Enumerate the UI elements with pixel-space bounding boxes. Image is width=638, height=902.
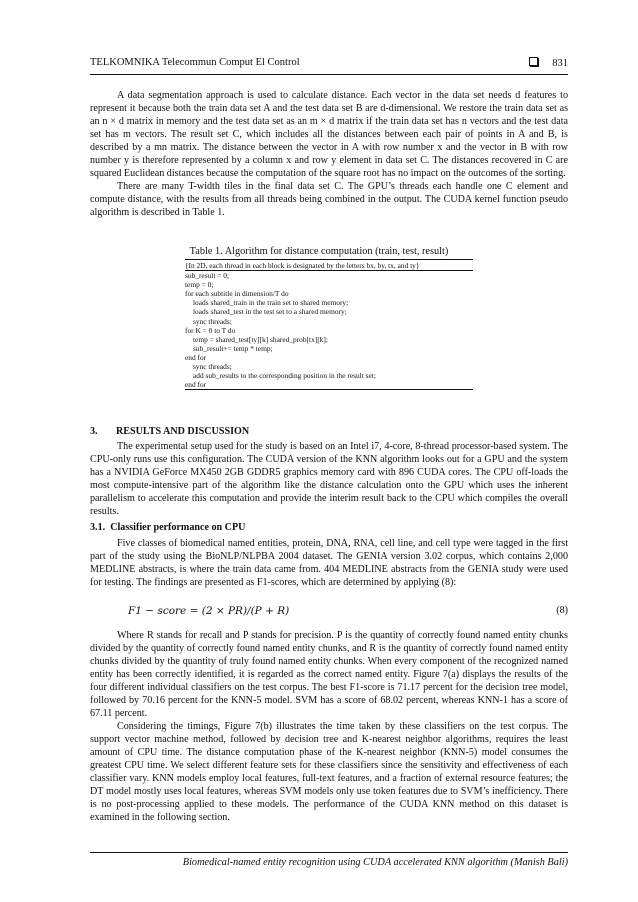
paragraph: Five classes of biomedical named entities, protein, DNA, RNA, cell line, and cell type were tagged in the first part of the study using the BioNLP/NLPBA 2004 dataset. The GENIA version 3.02 corpus, which contains 2,000 MEDLINE abstracts, is where the train data came from. 404 MEDLINE abstracts from the GENIA study were used for testing. The findings are presented as F1-scores, which are determined by applying (8): bbox=[90, 538, 568, 588]
journal-title: TELKOMNIKA Telecommun Comput El Control bbox=[90, 57, 300, 68]
table-caption: Table 1. Algorithm for distance computation (train, test, result) bbox=[189, 246, 449, 257]
table-row: temp = 0; bbox=[185, 280, 214, 290]
checkbox-icon bbox=[529, 57, 538, 66]
section31-text bbox=[90, 537, 568, 589]
paragraph: A data segmentation approach is used to calculate distance. Each vector in the data set needs d features to represent it because both the train data set A and the test data set B are d-dimensional. We restore the train data set as an n × d matrix in memory and the test data set as an m × d matrix if the train data set has n vectors and the test data set has m vectors. The result set C, which includes all the distances between each pair of points in A and B, is described by a mn matrix. The distance between the vector in A with row number x and the vector in B with row number y is therefore represented by a column x and row y element in data set C. The distances recovered in C are squared Euclidean distances because the computation of the square root has no impact on the outcomes of the sorting. bbox=[90, 90, 568, 179]
paragraph: The experimental setup used for the study is based on an Intel i7, 4-core, 8-thread processor-based system. The CPU-only runs use this configuration. The CUDA version of the KNN algorithm looks out for a GPU and the system has a NVIDIA GeForce MX450 2GB GDDR5 graphics memory card with 896 CUDA cores. The CPU off-loads the most compute-intensive part of the algorithm like the distance calculation onto the GPU which uses the inherent parallelism to accelerate this computation and provide the interim result back to the CPU which compiles the overall results. bbox=[90, 441, 568, 517]
equation-8 bbox=[128, 605, 568, 617]
running-header bbox=[90, 57, 568, 73]
table-row: for each subtitle in dimension/T do bbox=[185, 289, 289, 299]
table-row: sub_result = 0; bbox=[185, 271, 229, 281]
table-row: loads shared_test in the test set to a shared memory; bbox=[193, 307, 347, 317]
table-row: sub_result+= temp * temp; bbox=[193, 343, 273, 353]
closing-text bbox=[90, 629, 568, 824]
subsection-heading bbox=[90, 522, 245, 533]
subsection-number: 3.1. bbox=[90, 522, 106, 533]
table-row: sync threads; bbox=[193, 362, 232, 372]
table-row: add sub_results to the corresponding position in the result set; bbox=[193, 371, 376, 381]
page-number: 831 bbox=[552, 58, 568, 69]
algorithm-table bbox=[185, 259, 473, 390]
section-title: RESULTS AND DISCUSSION bbox=[116, 426, 250, 437]
table-row: end for bbox=[185, 380, 473, 390]
equation-formula: F1 − score = (2 × PR)/(P + R) bbox=[128, 605, 290, 617]
section-heading bbox=[90, 426, 249, 437]
table-row: temp = shared_test[ty][k] shared_prob[tx][k]; bbox=[193, 334, 328, 344]
section3-text bbox=[90, 440, 568, 518]
table-row: sync threads; bbox=[193, 316, 232, 326]
section-number: 3. bbox=[90, 426, 98, 437]
paragraph: Where R stands for recall and P stands for precision. P is the quantity of correctly found named entity chunks divided by the quantity of correctly found named entity chunks, and R is the quantity of correctly found named entity chunks divided by the quantity of truly found named entity chunks. When every component of the recognized named entity has been correctly identified, it is regarded as the correct named entity. Figure 7(a) displays the results of the four different individual classifiers on the test corpus. The best F1-score is 71.17 percent for the decision tree model, followed by 70.16 percent for the KNN-5 model. SVM has a score of 68.02 percent, whereas KNN-1 has a score of 67.11 percent. bbox=[90, 630, 568, 719]
running-footer: Biomedical-named entity recognition using CUDA accelerated KNN algorithm (Manish Bali) bbox=[182, 857, 568, 868]
header-right bbox=[529, 57, 568, 69]
intro-text bbox=[90, 89, 568, 219]
header-rule bbox=[90, 74, 568, 75]
table-header-row: {In 2D, each thread in each block is designated by the letters bx, by, tx, and ty} bbox=[185, 259, 473, 271]
subsection-title: Classifier performance on CPU bbox=[110, 522, 246, 533]
footer-rule bbox=[90, 852, 568, 853]
paragraph: Considering the timings, Figure 7(b) illustrates the time taken by these classifiers on the test corpus. The support vector machine method, followed by decision tree and K-nearest neighbor algorithms, requires the least amount of CPU time. The distance computation phase of the K-nearest neighbor (KNN-5) model consumes the greatest CPU time. We select different feature sets for these classifiers since the sensitivity and effectiveness of each classifier vary. KNN models employ local features, full-text features, and a fraction of external resource features; the DT model mostly uses local features, whereas SVM models only use token features due to SVM’s inefficiency. There is no post-processing applied to these models. The performance of the CUDA KNN method on this dataset is examined in the following section. bbox=[90, 721, 568, 823]
table-body bbox=[185, 271, 473, 390]
table-row: for K = 0 to T do bbox=[185, 325, 236, 335]
paragraph: There are many T-width tiles in the final data set C. The GPU’s threads each handle one C element and compute distance, with the results from all threads being combined in the output. The CUDA kernel function pseudo algorithm is described in Table 1. bbox=[90, 181, 568, 218]
table-row: loads shared_train in the train set to shared memory; bbox=[193, 298, 349, 308]
table-row: end for bbox=[185, 352, 207, 362]
equation-number: (8) bbox=[556, 605, 568, 616]
